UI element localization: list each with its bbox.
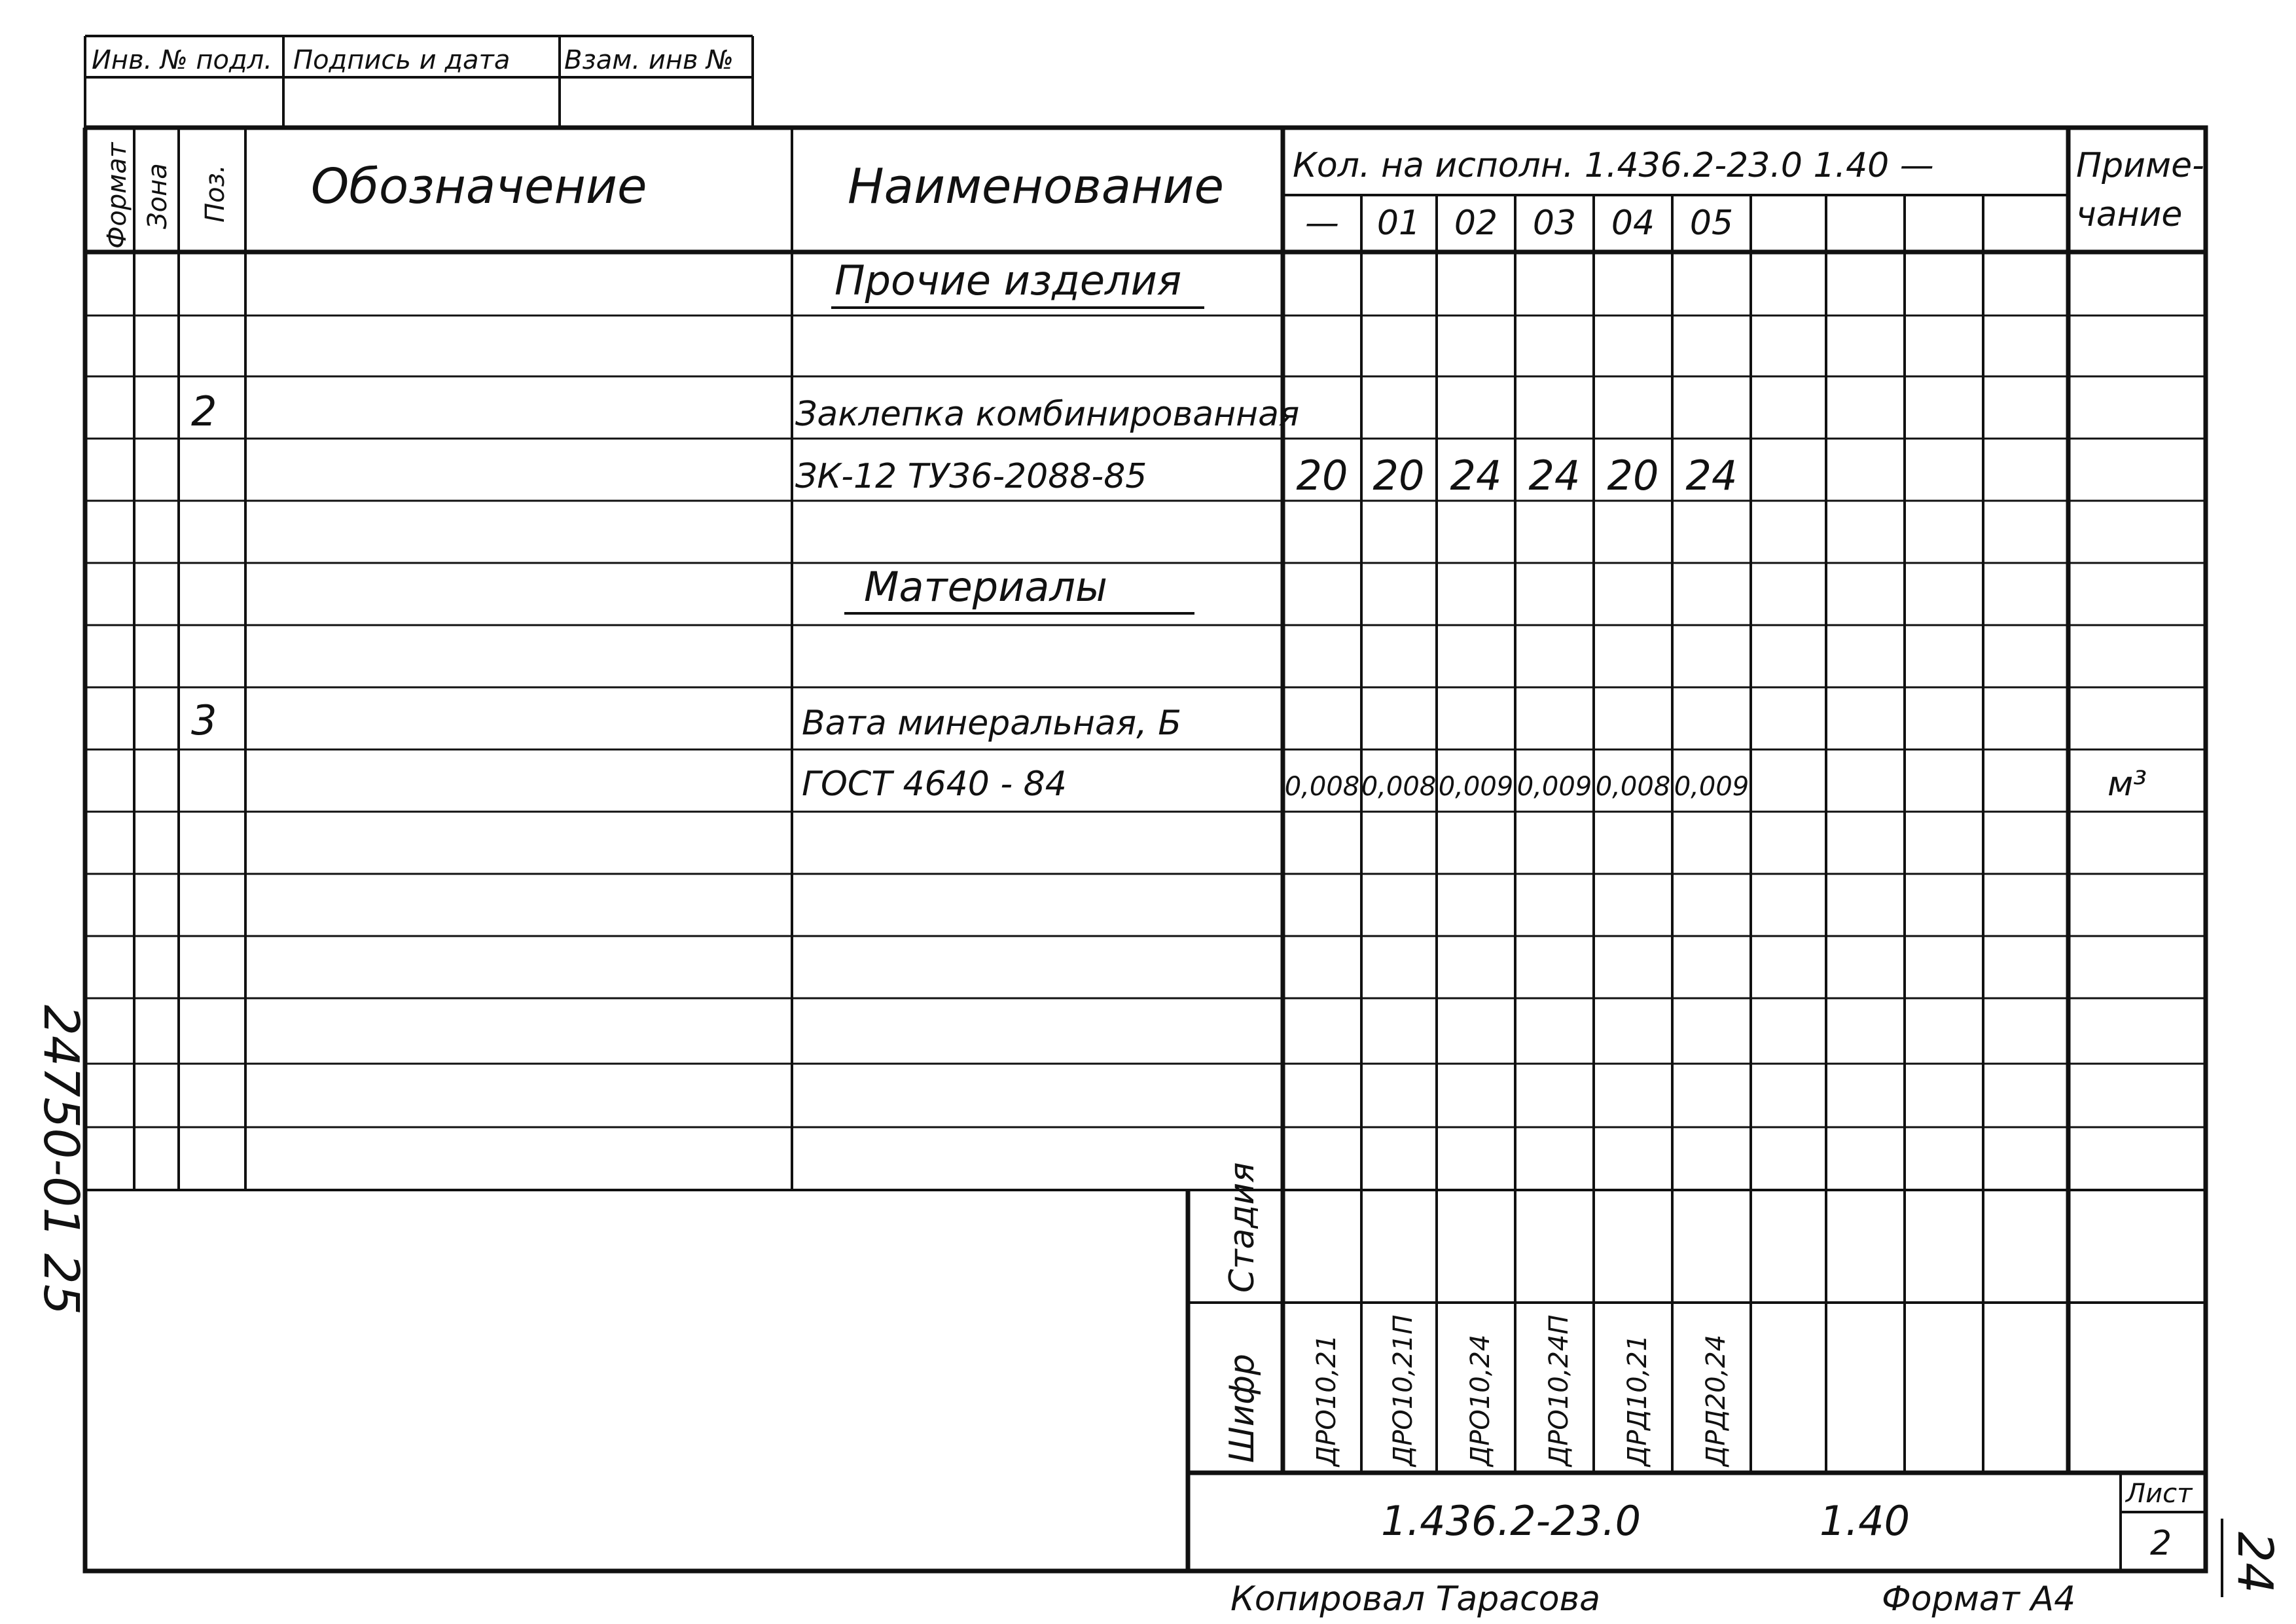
note-header-line1: Приме- bbox=[2076, 146, 2204, 185]
item3-note-unit: м³ bbox=[2108, 765, 2147, 804]
format-header: Формат bbox=[102, 142, 132, 249]
item2-qty-2: 24 bbox=[1450, 452, 1502, 499]
item3-qty-2: 0,009 bbox=[1438, 772, 1514, 802]
row-item2-name: Заклепка комбинированная bbox=[795, 395, 1300, 434]
variant-header-5: 05 bbox=[1689, 204, 1734, 243]
sign-label: Подпись и дата bbox=[293, 45, 511, 75]
item3-qty-3: 0,009 bbox=[1516, 772, 1592, 802]
item3-qty-1: 0,008 bbox=[1361, 772, 1437, 802]
item3-qty-5: 0,009 bbox=[1674, 772, 1749, 802]
doc-suffix: 1.40 bbox=[1820, 1497, 1910, 1545]
row-item3-name: Вата минеральная, Б bbox=[802, 704, 1181, 743]
variant-header-2: 02 bbox=[1454, 204, 1498, 243]
archive-number: 24750-01 25 bbox=[33, 1005, 89, 1315]
stage-label: Стадия bbox=[1223, 1162, 1262, 1293]
table-rows bbox=[191, 257, 2147, 804]
item2-qty-1: 20 bbox=[1372, 452, 1425, 499]
item2-qty-5: 24 bbox=[1685, 452, 1738, 499]
section-materials: Материалы bbox=[864, 563, 1107, 611]
margin-annotations bbox=[33, 1005, 2283, 1597]
stamp-block bbox=[85, 36, 753, 128]
sheet-label: Лист bbox=[2126, 1479, 2193, 1509]
item3-qty-0: 0,008 bbox=[1284, 772, 1360, 802]
item2-qty-4: 20 bbox=[1607, 452, 1659, 499]
sheet-number: 2 bbox=[2150, 1524, 2172, 1563]
title-block bbox=[1230, 1479, 2193, 1619]
cipher-1: ДРО10,21П bbox=[1388, 1314, 1418, 1466]
variant-header-0: — bbox=[1305, 204, 1339, 243]
zone-header: Зона bbox=[143, 163, 173, 229]
cipher-3: ДРО10,24П bbox=[1544, 1314, 1574, 1466]
item3-qty-4: 0,008 bbox=[1595, 772, 1671, 802]
row-pos-3: 3 bbox=[191, 696, 217, 744]
designation-header: Обозначение bbox=[311, 158, 647, 215]
item2-qty-3: 24 bbox=[1528, 452, 1581, 499]
replace-label: Взам. инв № bbox=[564, 45, 734, 75]
variant-header-4: 04 bbox=[1611, 204, 1655, 243]
stage-cipher-block bbox=[1223, 1163, 1731, 1468]
pos-header: Поз. bbox=[200, 164, 230, 223]
note-header-line2: чание bbox=[2076, 195, 2183, 234]
cipher-0: ДРО10,21 bbox=[1312, 1334, 1342, 1466]
row-item2-spec: ЗК-12 ТУ36-2088-85 bbox=[795, 457, 1147, 496]
main-frame bbox=[85, 128, 2206, 1571]
footer-copied-by: Копировал Тарасова bbox=[1230, 1579, 1601, 1619]
cipher-5: ДРД20,24 bbox=[1701, 1334, 1731, 1466]
page-number: 24 bbox=[2227, 1532, 2283, 1594]
section-other-items: Прочие изделия bbox=[834, 257, 1182, 304]
variant-header-3: 03 bbox=[1532, 204, 1577, 243]
item2-qty-0: 20 bbox=[1296, 452, 1348, 499]
doc-number: 1.436.2-23.0 bbox=[1381, 1497, 1641, 1545]
row-item3-spec: ГОСТ 4640 - 84 bbox=[802, 765, 1067, 804]
row-pos-2: 2 bbox=[191, 388, 217, 435]
cipher-2: ДРО10,24 bbox=[1465, 1334, 1496, 1466]
footer-format: Формат А4 bbox=[1882, 1579, 2076, 1619]
spec-table-grid bbox=[85, 128, 2206, 1473]
cipher-4: ДРД10,21 bbox=[1623, 1334, 1653, 1466]
cipher-label: Шифр bbox=[1223, 1354, 1262, 1463]
name-header: Наименование bbox=[848, 158, 1225, 215]
inv-label: Инв. № подл. bbox=[92, 45, 272, 75]
qty-header-title: Кол. на исполн. 1.436.2-23.0 1.40 — bbox=[1293, 146, 1934, 185]
variant-header-1: 01 bbox=[1376, 204, 1421, 243]
